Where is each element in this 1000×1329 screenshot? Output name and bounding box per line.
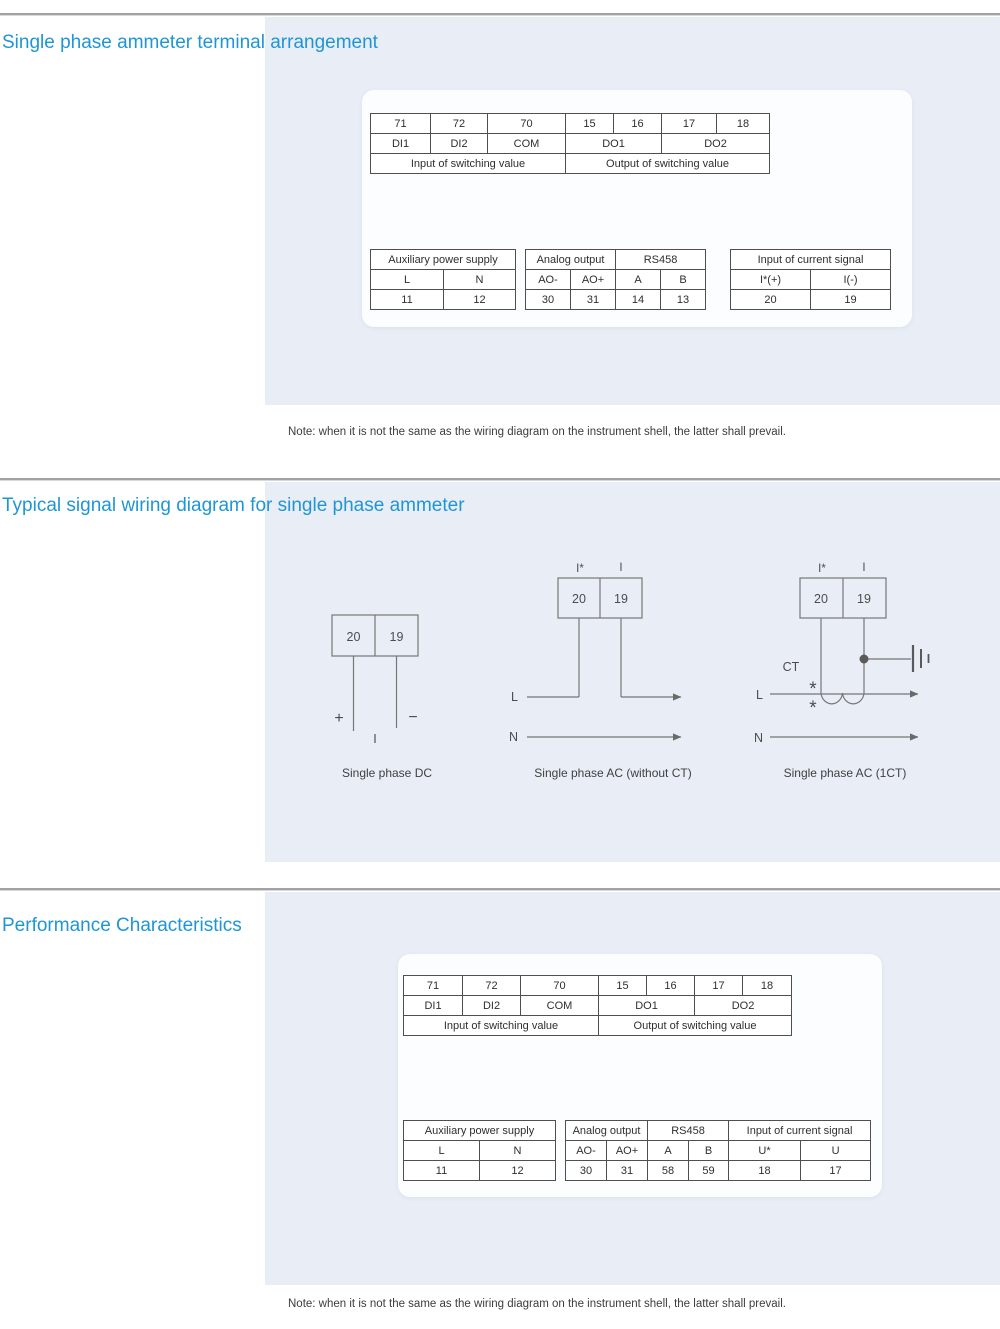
terminal-number: 19 (614, 592, 628, 606)
terminal-cell: 11 (371, 290, 444, 310)
wiring-diagrams (265, 482, 1000, 862)
table-row (371, 250, 516, 270)
header-cell: Analog output (566, 1121, 648, 1141)
terminal-cell: 15 (566, 114, 614, 134)
table-row (566, 1121, 871, 1141)
aux-power-table (403, 1120, 556, 1181)
analog-rs458-voltage-table (565, 1120, 871, 1181)
terminal-cell: 30 (526, 290, 571, 310)
terminal-cell: 59 (689, 1161, 729, 1181)
table-row (404, 976, 792, 996)
table-row (566, 1141, 871, 1161)
section2-title: Typical signal wiring diagram for single phase ammeter (2, 495, 465, 516)
terminal-cell: 15 (599, 976, 647, 996)
signal-cell: A (616, 270, 661, 290)
terminal-cell: 70 (521, 976, 599, 996)
signal-cell: DI1 (404, 996, 463, 1016)
terminal-number: 19 (389, 630, 404, 644)
terminal-label: I (619, 562, 623, 574)
signal-cell: AO- (566, 1141, 607, 1161)
terminal-label: I (862, 562, 866, 574)
table-row (526, 270, 706, 290)
table-row (404, 1121, 556, 1141)
ac-without-ct-diagram (509, 562, 692, 780)
live-label: L (756, 688, 763, 702)
terminal-cell: 12 (444, 290, 516, 310)
signal-cell: COM (521, 996, 599, 1016)
section3-title: Performance Characteristics (2, 915, 242, 936)
table-row (731, 290, 891, 310)
table-row (371, 114, 770, 134)
signal-cell: A (648, 1141, 689, 1161)
group-cell: Output of switching value (599, 1016, 792, 1036)
table-row (404, 1161, 556, 1181)
plus-sign: + (334, 710, 344, 727)
neutral-label: N (753, 731, 763, 745)
live-label: L (511, 690, 518, 704)
signal-cell: U* (729, 1141, 801, 1161)
signal-cell: DI1 (371, 134, 431, 154)
terminal-cell: 31 (607, 1161, 648, 1181)
header-cell: RS458 (648, 1121, 729, 1141)
diagram-caption: Single phase AC (without CT) (534, 766, 692, 780)
section-divider (0, 13, 1000, 16)
table-row (404, 996, 792, 1016)
table-row (566, 1161, 871, 1181)
terminal-cell: 72 (431, 114, 488, 134)
terminal-cell: 30 (566, 1161, 607, 1181)
header-cell: RS458 (616, 250, 706, 270)
wiring-note: Note: when it is not the same as the wiring diagram on the instrument shell, the latter shall prevail. (288, 426, 786, 438)
polarity-asterisk: * (809, 679, 817, 700)
dc-diagram (332, 615, 432, 780)
polarity-asterisk: * (809, 698, 817, 719)
signal-cell: U (801, 1141, 871, 1161)
table-row (371, 290, 516, 310)
header-cell: Input of current signal (731, 250, 891, 270)
current-input-table (730, 249, 891, 310)
signal-cell: DI2 (431, 134, 488, 154)
terminal-number: 20 (572, 592, 586, 606)
terminal-cell: 58 (648, 1161, 689, 1181)
analog-rs458-table (525, 249, 706, 310)
table-row (526, 250, 706, 270)
signal-cell: N (444, 270, 516, 290)
ct-label: CT (782, 660, 800, 674)
terminal-cell: 71 (404, 976, 463, 996)
terminal-cell: 14 (616, 290, 661, 310)
table-row (731, 250, 891, 270)
signal-cell: COM (488, 134, 566, 154)
signal-cell: B (661, 270, 706, 290)
group-cell: Input of switching value (371, 154, 566, 174)
terminal-cell: 18 (717, 114, 770, 134)
section1-title: Single phase ammeter terminal arrangement (2, 32, 378, 53)
signal-cell: DO2 (662, 134, 770, 154)
signal-cell: DO2 (695, 996, 792, 1016)
terminal-cell: 70 (488, 114, 566, 134)
ground-icon (913, 645, 929, 672)
signal-cell: L (371, 270, 444, 290)
diagram-caption: Single phase DC (341, 766, 433, 780)
wiring-note: Note: when it is not the same as the wiring diagram on the instrument shell, the latter shall prevail. (288, 1298, 786, 1310)
ac-1ct-diagram (754, 562, 929, 780)
terminal-cell: 11 (404, 1161, 480, 1181)
signal-cell: N (480, 1141, 556, 1161)
aux-power-table (370, 249, 516, 310)
signal-cell: DO1 (599, 996, 695, 1016)
header-cell: Auxiliary power supply (404, 1121, 556, 1141)
junction-dot (860, 655, 869, 664)
terminal-cell: 20 (731, 290, 811, 310)
group-cell: Input of switching value (404, 1016, 599, 1036)
terminal-cell: 31 (571, 290, 616, 310)
diagram-caption: Single phase AC (1CT) (783, 766, 907, 780)
signal-cell: DO1 (566, 134, 662, 154)
header-cell: Analog output (526, 250, 616, 270)
table-row (526, 290, 706, 310)
terminal-cell: 12 (480, 1161, 556, 1181)
signal-cell: AO+ (571, 270, 616, 290)
terminal-cell: 17 (801, 1161, 871, 1181)
group-cell: Output of switching value (566, 154, 770, 174)
signal-cell: AO+ (607, 1141, 648, 1161)
terminal-cell: 16 (647, 976, 695, 996)
polarity-terminal-label: I* (576, 563, 584, 575)
signal-cell: AO- (526, 270, 571, 290)
terminal-cell: 13 (661, 290, 706, 310)
terminal-cell: 16 (614, 114, 662, 134)
terminal-number: 20 (346, 630, 361, 644)
table-row (371, 270, 516, 290)
signal-cell: DI2 (463, 996, 521, 1016)
terminal-cell: 19 (811, 290, 891, 310)
minus-sign: − (408, 709, 418, 726)
terminal-cell: 72 (463, 976, 521, 996)
section-divider (0, 888, 1000, 891)
terminal-cell: 71 (371, 114, 431, 134)
signal-cell: L (404, 1141, 480, 1161)
terminal-number: 20 (814, 592, 828, 606)
current-label: I (373, 732, 377, 746)
table-row (404, 1141, 556, 1161)
header-cell: Input of current signal (729, 1121, 871, 1141)
section-divider (0, 478, 1000, 481)
terminal-cell: 17 (662, 114, 717, 134)
table-row (371, 154, 770, 174)
switching-table (403, 975, 792, 1036)
neutral-label: N (508, 730, 518, 744)
table-row (731, 270, 891, 290)
table-row (371, 134, 770, 154)
terminal-number: 19 (857, 592, 871, 606)
terminal-cell: 17 (695, 976, 743, 996)
signal-cell: B (689, 1141, 729, 1161)
ct-coil (821, 693, 864, 704)
terminal-cell: 18 (729, 1161, 801, 1181)
polarity-terminal-label: I* (818, 563, 826, 575)
switching-table (370, 113, 770, 174)
terminal-cell: 18 (743, 976, 792, 996)
signal-cell: I*(+) (731, 270, 811, 290)
signal-cell: I(-) (811, 270, 891, 290)
table-row (404, 1016, 792, 1036)
header-cell: Auxiliary power supply (371, 250, 516, 270)
